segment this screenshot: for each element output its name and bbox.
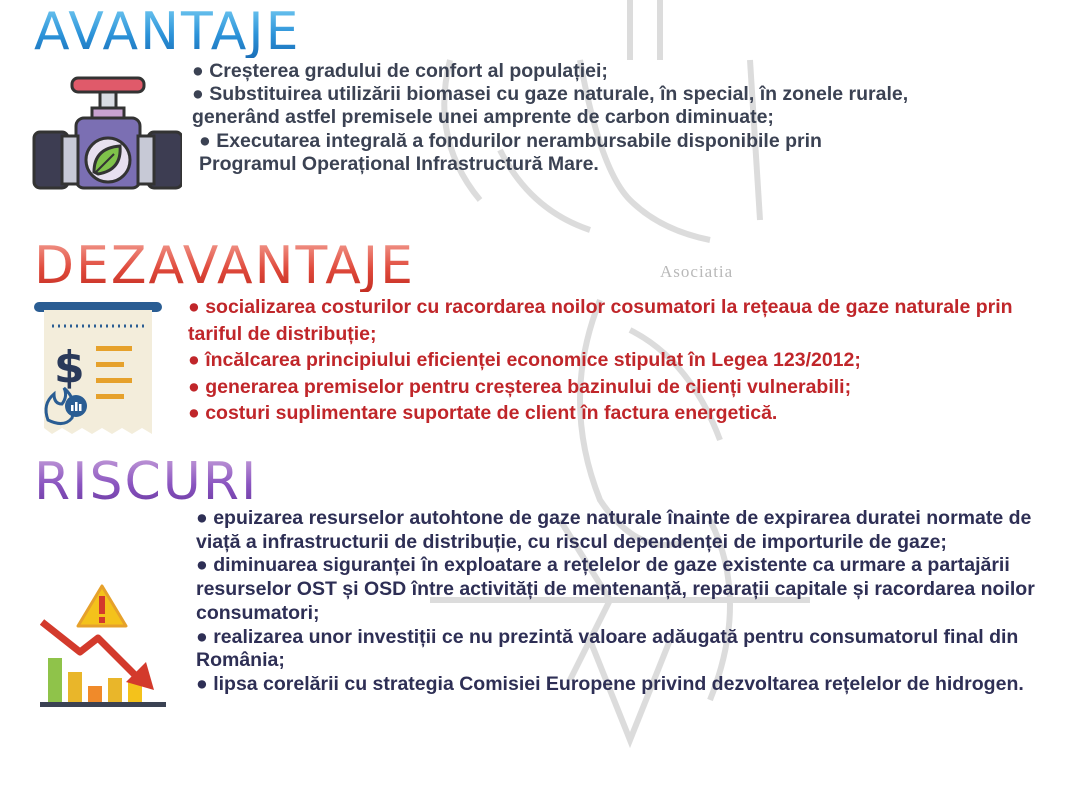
dezavantaje-item: ● încălcarea principiului eficienței economice stipulat în Legea 123/2012; [188,349,861,372]
riscuri-item: ● realizarea unor investiții ce nu prezintă valoare adăugată pentru consumatorul final din România; [196,625,1019,672]
dezavantaje-item: ● costuri suplimentare suportate de client în factura energetică. [188,402,778,425]
riscuri-heading: RISCURI [34,452,259,512]
avantaje-item: ● Substituirea utilizării biomasei cu gaze naturale, în special, în zonele rurale, generând astfel premisele unei amprente de carbon diminuate; [192,83,909,129]
avantaje-item: ● Creșterea gradului de confort al populației; [192,60,608,82]
svg-text:$: $ [54,342,85,393]
riscuri-list [196,507,1056,697]
avantaje-item: ● Executarea integrală a fondurilor nerambursabile disponibile prin Programul Operațional Infrastructură Mare. [199,129,822,175]
riscuri-item: ● diminuarea siguranței în exploatare a rețelelor de gaze existente ca urmare a partajării resurselor OST și OSD între activități de mentenanță, reparații capitale și racordarea noilor consumatori; [196,554,1035,624]
watermark-text: Asociatia [660,262,734,281]
eco-pipe-valve-icon [32,74,182,200]
dezavantaje-item: ● socializarea costurilor cu racordarea noilor cosumatori la rețeaua de gaze naturale prin tariful de distribuție; [188,296,1013,345]
riscuri-item: ● lipsa corelării cu strategia Comisiei Europene privind dezvoltarea rețelelor de hidrogen. [196,672,1024,695]
avantaje-heading: AVANTAJE [34,2,301,62]
dezavantaje-item: ● generarea premiselor pentru creșterea bazinului de clienți vulnerabili; [188,375,852,398]
dezavantaje-heading: DEZAVANTAJE [34,236,415,296]
declining-chart-warning-icon [40,582,170,712]
dezavantaje-list [188,294,1048,427]
gas-bill-receipt-icon [34,300,162,440]
avantaje-list [192,60,912,176]
riscuri-item: ● epuizarea resurselor autohtone de gaze naturale înainte de expirarea duratei normate de viață a infrastructurii de distribuție, cu riscul dependenței de importurile de gaze; [196,507,1032,553]
